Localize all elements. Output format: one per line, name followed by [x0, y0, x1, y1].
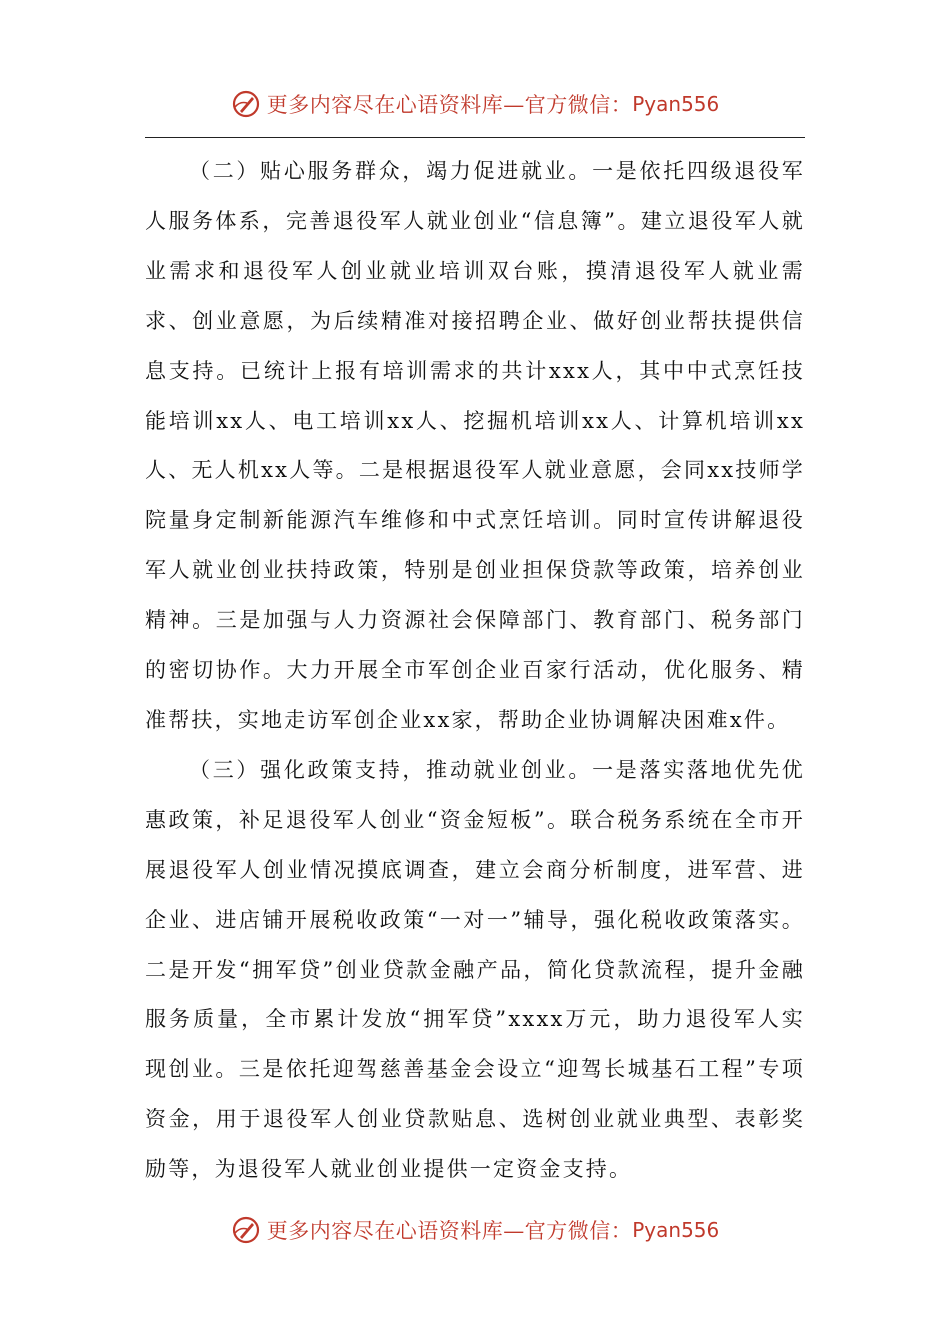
- header-banner: [0, 82, 950, 126]
- quill-logo-icon: [231, 1215, 261, 1245]
- footer-banner: [0, 1208, 950, 1252]
- wechat-id: Pyan556: [632, 92, 720, 116]
- quill-logo-icon: [231, 89, 261, 119]
- paragraph: （二）贴心服务群众，竭力促进就业。一是依托四级退役军人服务体系，完善退役军人就业创业“信息簿”。建立退役军人就业需求和退役军人创业就业培训双台账，摸清退役军人就业需求、创业意愿，为后续精准对接招聘企业、做好创业帮扶提供信息支持。已统计上报有培训需求的共计xxx人，其中中式烹饪技能培训xx人、电工培训xx人、挖掘机培训xx人、计算机培训xx人、无人机xx人等。二是根据退役军人就业意愿，会同xx技师学院量身定制新能源汽车维修和中式烹饪培训。同时宣传讲解退役军人就业创业扶持政策，特别是创业担保贷款等政策，培养创业精神。三是加强与人力资源社会保障部门、教育部门、税务部门的密切协作。大力开展全市军创企业百家行活动，优化服务、精准帮扶，实地走访军创企业xx家，帮助企业协调解决困难x件。: [145, 159, 805, 732]
- document-body: [145, 147, 805, 1195]
- banner-text: 更多内容尽在心语资料库—官方微信：: [266, 93, 633, 117]
- paragraph: （三）强化政策支持，推动就业创业。一是落实落地优先优惠政策，补足退役军人创业“资金短板”。联合税务系统在全市开展退役军人创业情况摸底调查，建立会商分析制度，进军营、进企业、进店铺开展税收政策“一对一”辅导，强化税收政策落实。二是开发“拥军贷”创业贷款金融产品，简化贷款流程，提升金融服务质量，全市累计发放“拥军贷”xxxx万元，助力退役军人实现创业。三是依托迎驾慈善基金会设立“迎驾长城基石工程”专项资金，用于退役军人创业贷款贴息、选树创业就业典型、表彰奖励等，为退役军人就业创业提供一定资金支持。: [145, 757, 805, 1182]
- banner-text: 更多内容尽在心语资料库—官方微信：: [266, 1219, 633, 1243]
- header-divider: [145, 137, 805, 138]
- wechat-id: Pyan556: [632, 1218, 720, 1242]
